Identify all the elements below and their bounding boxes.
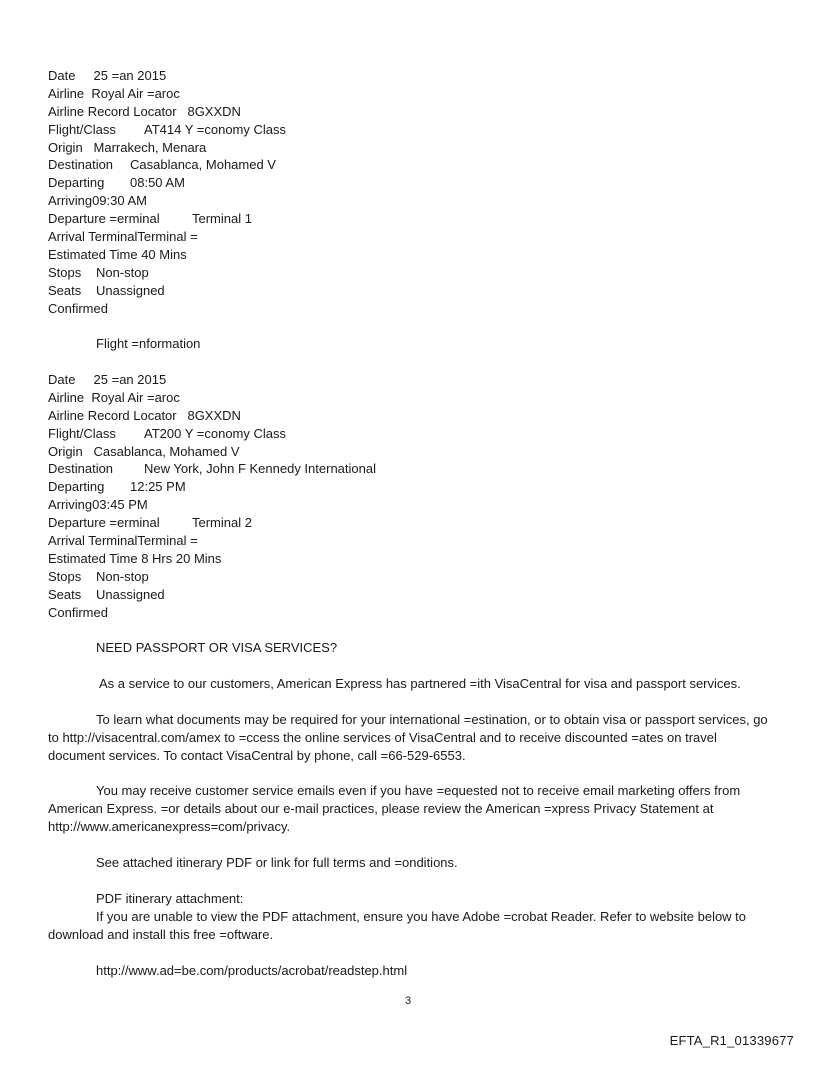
origin-value: Marrakech, Menara [93, 139, 207, 155]
stops-value: Non-stop [96, 264, 149, 280]
date-row [48, 67, 286, 85]
stops-row [48, 568, 376, 586]
arrival-terminal-value: Terminal = [137, 229, 198, 245]
departing-label: Departing [48, 479, 105, 495]
page-number: 3 [404, 995, 412, 1007]
locator-label: Airline Record Locator [48, 103, 177, 119]
seats-value: Unassigned [96, 586, 165, 602]
airline-row [48, 389, 376, 407]
airline-label: Airline [48, 85, 85, 101]
passport-heading: NEED PASSPORT OR VISA SERVICES? [96, 640, 338, 655]
arriving-value: 03:45 PM [92, 497, 148, 513]
stops-value: Non-stop [96, 568, 149, 584]
flightclass-value: AT200 Y =conomy Class [144, 425, 286, 441]
pdf-para: If you are unable to view the PDF attachment, ensure you have Adobe =crobat Reader. Refer to website below to download and install this free =oftware. [48, 909, 747, 942]
airline-row [48, 85, 286, 103]
flightclass-row [48, 425, 376, 443]
origin-label: Origin [48, 139, 83, 155]
origin-label: Origin [48, 443, 83, 459]
departure-terminal-label: Departure =erminal [48, 211, 160, 227]
airline-value: Royal Air =aroc [91, 85, 180, 101]
flightclass-row [48, 121, 286, 139]
arrival-terminal-label: Arrival Terminal [48, 229, 138, 245]
departure-terminal-label: Departure =erminal [48, 515, 160, 531]
locator-label: Airline Record Locator [48, 407, 177, 423]
document-id: EFTA_R1_01339677 [669, 1033, 794, 1048]
departure-terminal-value: Terminal 1 [192, 211, 252, 227]
flightclass-label: Flight/Class [48, 425, 116, 441]
stops-label: Stops [48, 568, 82, 584]
origin-value: Casablanca, Mohamed V [93, 443, 240, 459]
date-label: Date [48, 372, 76, 387]
arriving-label: Arriving [48, 193, 93, 209]
flightclass-value: AT414 Y =conomy Class [144, 121, 286, 137]
seats-value: Unassigned [96, 282, 165, 298]
date-row [48, 371, 376, 389]
departure-terminal-row [48, 514, 376, 532]
stops-label: Stops [48, 264, 82, 280]
seats-row [48, 586, 376, 604]
date-value: 25 =an 2015 [93, 372, 167, 387]
destination-value: Casablanca, Mohamed V [130, 157, 276, 173]
arrival-terminal-row [48, 228, 286, 246]
destination-row [48, 460, 376, 478]
section-heading: Flight =nformation [96, 336, 201, 351]
arrival-terminal-row [48, 532, 376, 550]
departing-row [48, 174, 286, 192]
destination-value: New York, John F Kennedy International [144, 461, 376, 477]
arriving-row [48, 192, 286, 210]
seats-row [48, 282, 286, 300]
stops-row [48, 264, 286, 282]
airline-label: Airline [48, 389, 85, 405]
adobe-link[interactable]: http://www.ad=be.com/products/acrobat/readstep.html [96, 963, 408, 978]
departure-terminal-value: Terminal 2 [192, 515, 252, 531]
locator-value: 8GXXDN [187, 103, 241, 119]
locator-value: 8GXXDN [187, 407, 241, 423]
locator-row [48, 407, 376, 425]
arriving-value: 09:30 AM [92, 193, 148, 209]
seats-label: Seats [48, 586, 82, 602]
passport-para-4: See attached itinerary PDF or link for full terms and =onditions. [96, 855, 458, 870]
arriving-label: Arriving [48, 497, 93, 513]
departing-row [48, 478, 376, 496]
pdf-heading: PDF itinerary attachment: [96, 891, 244, 906]
arrival-terminal-label: Arrival Terminal [48, 533, 138, 549]
passport-para-1: As a service to our customers, American Express has partnered =ith VisaCentral for visa and passport services. [99, 676, 741, 691]
origin-row [48, 443, 376, 461]
departing-value: 12:25 PM [130, 479, 186, 495]
destination-row [48, 156, 286, 174]
flight-block-2 [48, 371, 376, 621]
destination-label: Destination [48, 157, 114, 173]
date-value: 25 =an 2015 [93, 68, 167, 83]
destination-label: Destination [48, 461, 114, 477]
estimated-time: Estimated Time 40 Mins [48, 246, 187, 262]
flight-block-1 [48, 67, 286, 317]
seats-label: Seats [48, 282, 82, 298]
origin-row [48, 139, 286, 157]
departing-label: Departing [48, 175, 105, 191]
date-label: Date [48, 68, 76, 83]
locator-row [48, 103, 286, 121]
flightclass-label: Flight/Class [48, 121, 116, 137]
passport-para-3: You may receive customer service emails even if you have =equested not to receive email marketing offers from American Express. =or details about our e-mail practices, please review the American =xpress Privacy Statement at http://www.americanexpress=com/privacy. [48, 783, 741, 834]
estimated-time: Estimated Time 8 Hrs 20 Mins [48, 550, 222, 566]
arriving-row [48, 496, 376, 514]
passport-para-2: To learn what documents may be required for your international =estination, or to obtain visa or passport services, go to http://visacentral.com/amex to =ccess the online services of VisaCentral and to receive discounted =ates on travel document services. To contact VisaCentral by phone, call =66-529-6553. [48, 712, 768, 763]
departing-value: 08:50 AM [130, 175, 185, 191]
departure-terminal-row [48, 210, 286, 228]
airline-value: Royal Air =aroc [91, 389, 180, 405]
arrival-terminal-value: Terminal = [137, 533, 198, 549]
status-text: Confirmed [48, 604, 108, 620]
status-text: Confirmed [48, 300, 108, 316]
